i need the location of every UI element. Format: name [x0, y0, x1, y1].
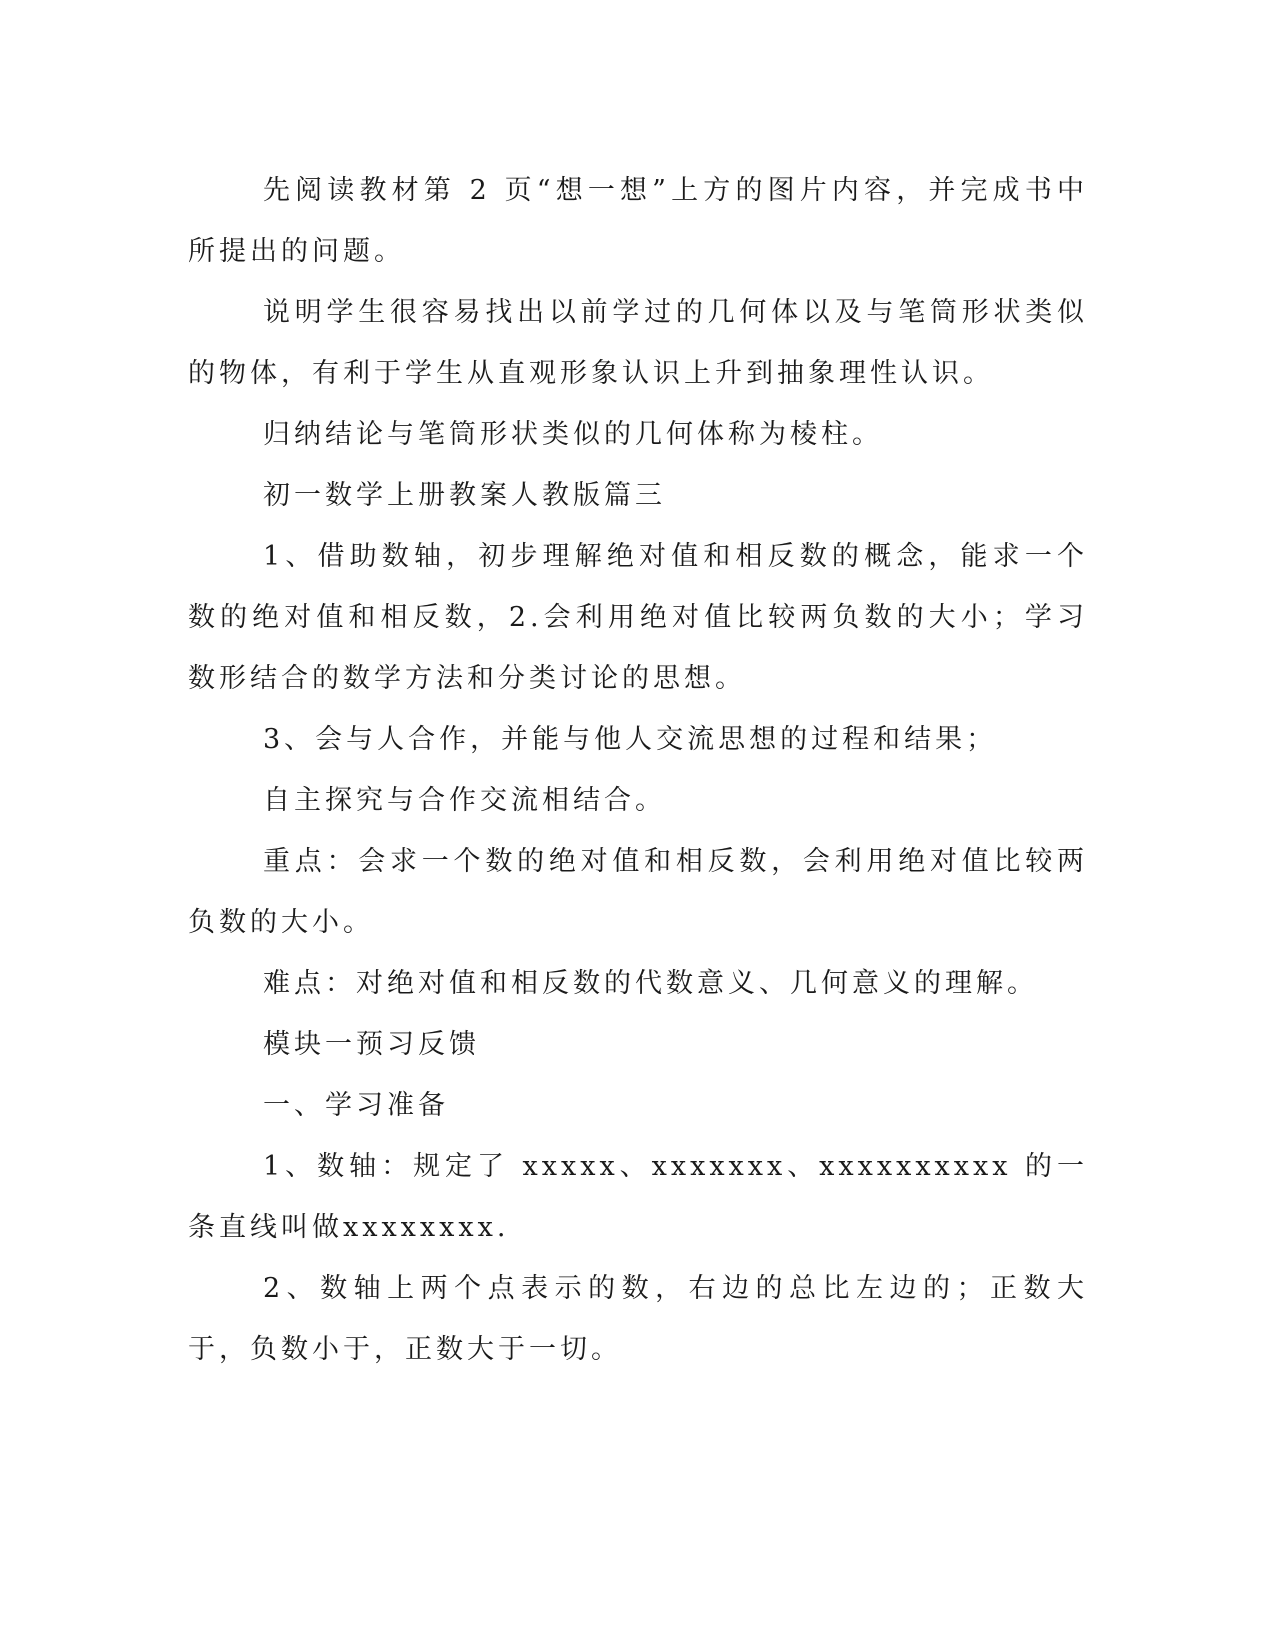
paragraph-objective-1: 1、借助数轴，初步理解绝对值和相反数的概念，能求一个数的绝对值和相反数，2.会利用绝对值比较两负数的大小；学习数形结合的数学方法和分类讨论的思想。: [188, 541, 1088, 694]
paragraph-reading-task: 先阅读教材第 2 页“想一想”上方的图片内容，并完成书中所提出的问题。: [188, 175, 1088, 267]
module-heading: 模块一预习反馈: [263, 1029, 480, 1060]
subsection-heading: 一、学习准备: [263, 1090, 449, 1121]
paragraph-difficulty: 难点：对绝对值和相反数的代数意义、几何意义的理解。: [263, 968, 1038, 999]
paragraph-objective-3: 3、会与人合作，并能与他人交流思想的过程和结果；: [263, 724, 998, 755]
paragraph-number-line-definition: 1、数轴：规定了 xxxxx、xxxxxxx、xxxxxxxxxx 的一条直线叫做xxxxxxxx.: [188, 1151, 1088, 1243]
document-body: [188, 160, 1088, 1380]
paragraph-method: 自主探究与合作交流相结合。: [263, 785, 666, 816]
paragraph-number-line-comparison: 2、数轴上两个点表示的数，右边的总比左边的；正数大于，负数小于，正数大于一切。: [188, 1273, 1088, 1365]
paragraph-explanation: 说明学生很容易找出以前学过的几何体以及与笔筒形状类似的物体，有利于学生从直观形象认识上升到抽象理性认识。: [188, 297, 1088, 389]
paragraph-key-point: 重点：会求一个数的绝对值和相反数，会利用绝对值比较两负数的大小。: [188, 846, 1088, 938]
section-heading: 初一数学上册教案人教版篇三: [263, 480, 666, 511]
paragraph-conclusion: 归纳结论与笔筒形状类似的几何体称为棱柱。: [263, 419, 883, 450]
